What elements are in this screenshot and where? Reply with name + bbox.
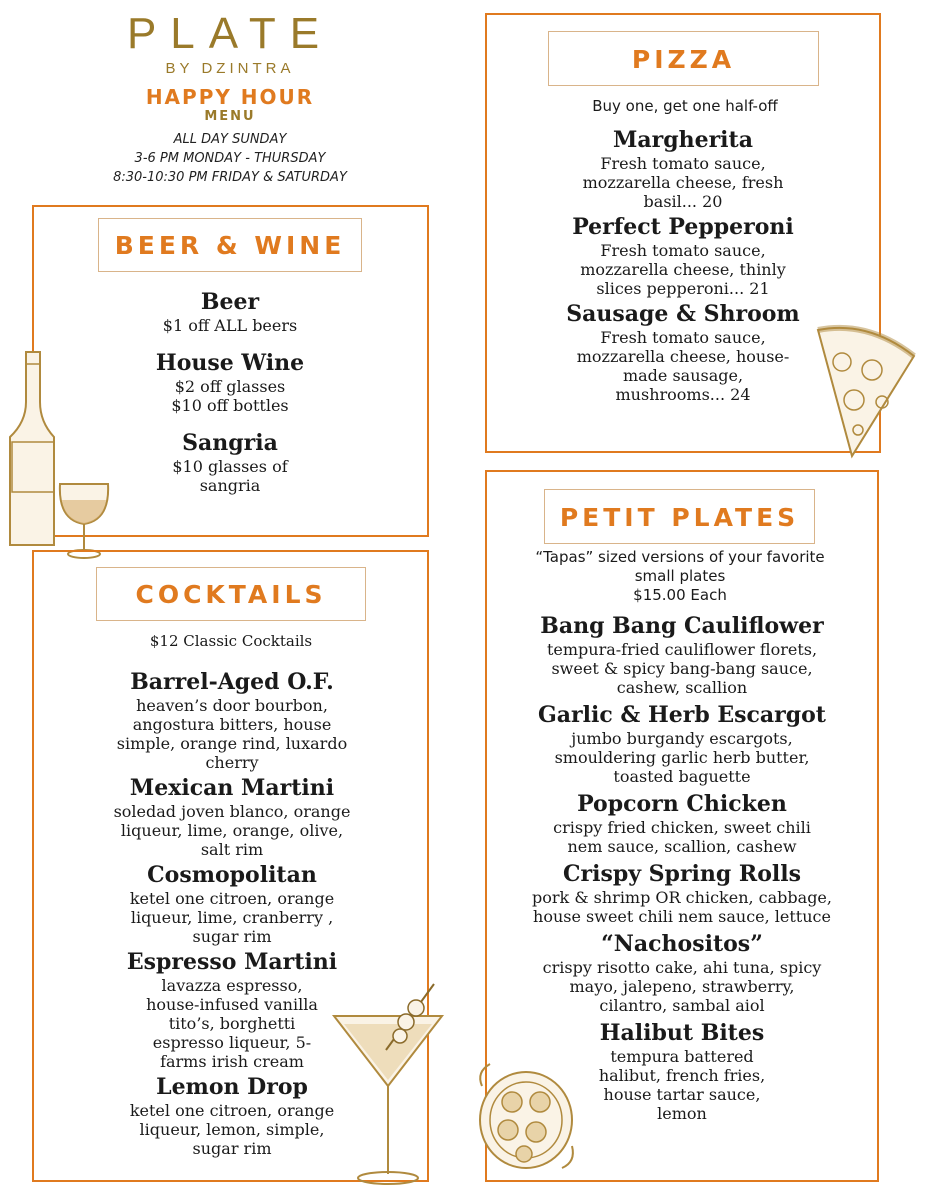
item-name: Perfect Pepperoni [572, 214, 794, 240]
item-desc: mozzarella cheese, thinly [580, 260, 786, 279]
item-desc: Fresh tomato sauce, [600, 241, 766, 260]
menu-item [492, 860, 872, 926]
item-desc: salt rim [200, 840, 264, 859]
menu-item [100, 349, 360, 415]
wine-glass-icon [54, 478, 114, 560]
item-desc: lavazza espresso, [161, 976, 303, 995]
item-name: Mexican Martini [129, 775, 335, 801]
menu-item [492, 612, 872, 697]
cocktails-note: $12 Classic Cocktails [149, 632, 313, 650]
note-line: small plates [634, 567, 726, 585]
item-name: Popcorn Chicken [577, 791, 787, 817]
item-desc: cashew, scallion [616, 678, 748, 697]
item-desc: Fresh tomato sauce, [600, 328, 766, 347]
item-desc: crispy fried chicken, sweet chili [553, 818, 811, 837]
item-desc: tito’s, borghetti [168, 1014, 296, 1033]
pizza-title: PIZZA [548, 31, 819, 86]
item-desc: nem sauce, scallion, cashew [567, 837, 797, 856]
item-desc: sugar rim [192, 927, 272, 946]
item-desc: made sausage, [622, 366, 744, 385]
item-name: Margherita [613, 127, 753, 153]
item-desc: $10 off bottles [171, 396, 289, 415]
item-desc: liqueur, lime, cranberry , [130, 908, 334, 927]
logo: PLATE [126, 9, 334, 58]
hours-line: 8:30-10:30 PM FRIDAY & SATURDAY [113, 170, 347, 185]
item-desc: lemon [657, 1104, 707, 1123]
menu-item [82, 668, 382, 772]
item-desc: pork & shrimp OR chicken, cabbage, [532, 888, 832, 907]
cocktails-title: COCKTAILS [96, 567, 366, 621]
hours-line: ALL DAY SUNDAY [173, 132, 287, 147]
item-desc: tempura-fried cauliflower florets, [546, 640, 818, 659]
item-desc: sweet & spicy bang-bang sauce, [551, 659, 813, 678]
item-desc: mushrooms... 24 [615, 385, 751, 404]
menu-item [492, 790, 872, 856]
item-desc: mayo, jalepeno, strawberry, [569, 977, 795, 996]
beer-wine-items [100, 288, 360, 495]
item-name: Sausage & Shroom [566, 301, 800, 327]
petit-plates-note [490, 548, 870, 605]
item-name: “Nachositos” [601, 931, 763, 957]
item-desc: sugar rim [192, 1139, 272, 1158]
item-desc: mozzarella cheese, fresh [582, 173, 784, 192]
item-desc: espresso liqueur, 5- [152, 1033, 312, 1052]
page-title: HAPPY HOUR [145, 85, 315, 109]
item-desc: mozzarella cheese, house- [576, 347, 790, 366]
menu-item [492, 930, 872, 1015]
menu-item [100, 288, 360, 335]
menu-item [533, 300, 833, 404]
menu-item [533, 126, 833, 211]
item-desc: crispy risotto cake, ahi tuna, spicy [542, 958, 822, 977]
menu-item [492, 701, 872, 786]
item-desc: ketel one citroen, orange [129, 1101, 335, 1120]
note-line: “Tapas” sized versions of your favorite [535, 548, 825, 566]
hours [60, 130, 400, 187]
pizza-slice-icon [812, 322, 918, 462]
menu-item [533, 213, 833, 298]
item-desc: smouldering garlic herb butter, [554, 748, 810, 767]
item-name: Garlic & Herb Escargot [538, 702, 826, 728]
pizza-items [533, 126, 833, 404]
item-name: Sangria [182, 430, 278, 456]
item-desc: house-infused vanilla [146, 995, 318, 1014]
item-desc: halibut, french fries, [598, 1066, 766, 1085]
escargot-dish-icon [470, 1050, 582, 1182]
menu-item [82, 774, 382, 859]
item-desc: $2 off glasses [174, 377, 286, 396]
hours-line: 3-6 PM MONDAY - THURSDAY [134, 151, 326, 166]
item-desc: farms irish cream [160, 1052, 304, 1071]
item-name: Bang Bang Cauliflower [540, 613, 824, 639]
item-desc: house tartar sauce, [603, 1085, 761, 1104]
item-desc: basil... 20 [643, 192, 723, 211]
menu-item [100, 429, 360, 495]
logo-subtitle: BY DZINTRA [165, 60, 295, 77]
menu-item [82, 861, 382, 946]
item-name: Crispy Spring Rolls [563, 861, 801, 887]
item-desc: simple, orange rind, luxardo [116, 734, 348, 753]
item-desc: ketel one citroen, orange [129, 889, 335, 908]
item-desc: angostura bitters, house [132, 715, 332, 734]
item-desc: toasted baguette [613, 767, 751, 786]
item-desc: cherry [205, 753, 259, 772]
item-name: Barrel-Aged O.F. [130, 669, 334, 695]
item-desc: tempura battered [610, 1047, 754, 1066]
item-name: Espresso Martini [126, 949, 338, 975]
martini-glass-icon [330, 980, 446, 1190]
page-subtitle: MENU [204, 109, 256, 124]
item-name: House Wine [155, 350, 305, 376]
wine-bottle-icon [8, 350, 58, 550]
item-desc: cilantro, sambal aiol [599, 996, 765, 1015]
item-desc: slices pepperoni... 21 [596, 279, 770, 298]
item-desc: Fresh tomato sauce, [600, 154, 766, 173]
item-desc: heaven’s door bourbon, [136, 696, 328, 715]
header [60, 10, 400, 187]
note-line: $15.00 Each [633, 586, 727, 604]
item-desc: house sweet chili nem sauce, lettuce [533, 907, 831, 926]
item-name: Lemon Drop [156, 1074, 308, 1100]
beer-wine-title: BEER & WINE [98, 218, 362, 272]
item-name: Cosmopolitan [147, 862, 317, 888]
item-name: Halibut Bites [599, 1020, 765, 1046]
item-desc: liqueur, lemon, simple, [139, 1120, 325, 1139]
item-desc: sangria [199, 476, 261, 495]
item-name: Beer [200, 289, 260, 315]
item-desc: $1 off ALL beers [162, 316, 298, 335]
petit-plates-items [492, 612, 872, 1123]
petit-plates-title: PETIT PLATES [544, 489, 815, 544]
item-desc: jumbo burgandy escargots, [571, 729, 793, 748]
item-desc: soledad joven blanco, orange [113, 802, 351, 821]
item-desc: $10 glasses of [172, 457, 288, 476]
pizza-note: Buy one, get one half-off [592, 97, 778, 115]
item-desc: liqueur, lime, orange, olive, [120, 821, 344, 840]
